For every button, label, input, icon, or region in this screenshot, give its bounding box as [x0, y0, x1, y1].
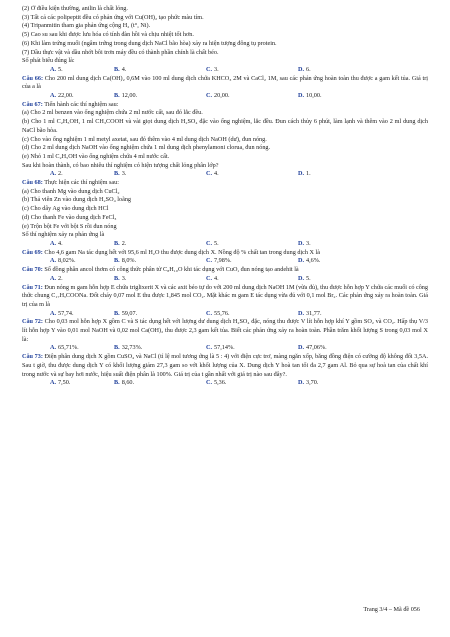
answer-options [22, 275, 428, 284]
answer-options [22, 310, 428, 319]
page-footer: Trang 3/4 – Mã đề 056 [363, 606, 420, 613]
statement-line: (7) Dầu thực vật và dầu nhớt bôi trơn máy đều có thành phần chính là chất béo. [22, 48, 219, 56]
question-text: Số đồng phân ancol thơm có công thức phân tử C₈H₁₀O khi tác dụng với CuO, đun nóng tạo andehit là [44, 266, 299, 274]
option-a[interactable]: A. 8,02%. [50, 257, 76, 265]
experiment-line: (a) Cho 2 ml benzen vào ống nghiệm chứa 2 ml nước cất, sau đó lắc đều. [22, 109, 203, 117]
option-a[interactable]: A. 65,71%. [50, 344, 79, 352]
question-number: Câu 70: [22, 266, 43, 274]
question-70 [22, 266, 428, 283]
experiment-line: (b) Cho 1 ml C₂H₅OH, 1 ml CH₃COOH và vài giọt dung dịch H₂SO₄ đặc vào ống nghiệm, lắc đều. Đun cách thủy 6 phút, làm lạnh và thêm vào 2 ml dung dịch NaCl bão hòa. [22, 118, 428, 134]
option-b[interactable]: B. 4. [114, 65, 127, 73]
question-number: Câu 73: [22, 353, 43, 361]
experiment-line: (e) Nhỏ 1 ml C₂H₅OH vào ống nghiệm chứa 4 ml nước cất. [22, 152, 170, 160]
option-a[interactable]: A. 57,74. [50, 309, 74, 317]
answer-options [22, 240, 428, 249]
option-d[interactable]: D. 4,6%. [298, 257, 321, 265]
option-c[interactable]: C. 4. [206, 274, 219, 282]
option-b[interactable]: B. 32,73%. [114, 344, 143, 352]
option-b[interactable]: B. 59,07. [114, 309, 138, 317]
question-number: Câu 71: [22, 283, 43, 291]
option-b[interactable]: B. 2. [114, 239, 127, 247]
statement-line: (2) Ở điều kiện thường, anilin là chất lỏng. [22, 5, 128, 12]
option-c[interactable]: C. 4. [206, 170, 219, 178]
experiment-line: (a) Cho thanh Mg vào dung dịch CuCl₂ [22, 187, 120, 195]
option-d[interactable]: D. 10,00. [298, 92, 322, 100]
question-number: Câu 68: [22, 179, 43, 187]
option-a[interactable]: A. 2. [50, 274, 63, 282]
answer-options [22, 379, 428, 388]
option-c[interactable]: C. 55,76. [206, 309, 230, 317]
statement-line: (5) Cao su sau khi được lưu hóa có tính đàn hồi và chịu nhiệt tốt hơn. [22, 31, 194, 39]
option-c[interactable]: C. 20,00. [206, 92, 230, 100]
answer-options [22, 257, 428, 266]
option-d[interactable]: D. 5. [298, 274, 311, 282]
question-72 [22, 318, 428, 353]
option-c[interactable]: C. 5. [206, 239, 219, 247]
question-number: Câu 66: [22, 74, 44, 82]
question-text: Cho 200 ml dung dịch Ca(OH)₂ 0,6M vào 100 ml dung dịch chứa KHCO₃ 2M và CaCl₂ 1M, sau các phản ứng hoàn toàn thu được a gam kết tủa. Giá trị của a là [22, 74, 429, 91]
question-prompt: Sau khi hoàn thành, có bao nhiêu thí nghiệm có hiện tượng chất lỏng phân lớp? [22, 161, 219, 169]
question-number: Câu 72: [22, 318, 43, 326]
exam-page [22, 5, 428, 388]
question-number: Câu 67: [22, 100, 43, 108]
answer-options [22, 92, 428, 101]
question-67 [22, 101, 428, 179]
question-71 [22, 284, 428, 319]
question-number: Câu 69: [22, 248, 43, 256]
question-text: Tiến hành các thí nghiệm sau: [44, 100, 119, 108]
question-73 [22, 353, 428, 388]
option-d[interactable]: D. 3. [298, 239, 311, 247]
question-text: Cho 0,03 mol hỗn hợp X gồm C và S tác dụng hết với lượng dư dung dịch H₂SO₄ đặc, nóng thu được V lít hỗn hợp khí Y gồm SO₂ và CO₂. Hấp thụ V/3 lít hỗn hợp Y vào 0,01 mol NaOH và 0,02 mol Ca(OH)₂ thu được 2,3 gam kết tủa. Biết các phản ứng xảy ra hoàn toàn. Phần trăm khối lượng S trong 0,03 mol X là: [22, 318, 428, 343]
statement-line: (4) Tripanmitin tham gia phản ứng cộng H₂ (t°, Ni). [22, 22, 151, 30]
question-text: Thực hiện các thí nghiệm sau: [44, 179, 119, 187]
option-d[interactable]: D. 47,06%. [298, 344, 327, 352]
statement-block [22, 5, 428, 66]
experiment-line: (c) Cho dây Ag vào dung dịch HCl [22, 205, 109, 213]
option-c[interactable]: C. 7,98%. [206, 257, 232, 265]
experiment-line: (e) Trộn bột Fe với bột S rồi đun nóng [22, 222, 117, 230]
option-d[interactable]: D. 1. [298, 170, 311, 178]
option-d[interactable]: D. 3,70. [298, 379, 319, 387]
question-prompt: Số thí nghiệm xảy ra phản ứng là [22, 231, 105, 239]
option-a[interactable]: A. 7,50. [50, 379, 71, 387]
experiment-line: (d) Cho 2 ml dung dịch NaOH vào ống nghiệm chứa 1 ml dung dịch phenylamoni clorua, đun nóng. [22, 144, 271, 152]
question-prompt: Số phát biểu đúng là: [22, 57, 75, 65]
statement-line: (3) Tất cả các polipeptit đều có phản ứng với Cu(OH)₂ tạo phức màu tím. [22, 13, 204, 21]
option-a[interactable]: A. 4. [50, 239, 63, 247]
option-d[interactable]: D. 6. [298, 65, 311, 73]
question-text: Cho 4,6 gam Na tác dụng hết với 95,6 ml H₂O thu được dung dịch X. Nồng độ % chất tan trong dung dịch X là [44, 248, 321, 256]
option-b[interactable]: B. 8,0%. [114, 257, 137, 265]
question-text: Điện phân dung dịch X gồm CuSO₄ và NaCl (tỉ lệ mol tương ứng là 5 : 4) với điện cực trơ, màng ngăn xốp, băng đồng điện có cường độ không đổi 3,5A. Sau t giờ, thu được dung dịch Y có khối lượng giảm 27,3 gam so với khối lượng của X. Dung dịch Y hoà tan tối đa 2,7 gam Al. Bỏ qua sự hoà tan của chất khí trong nước và sự bay hơi nước, hiệu suất điện phân là 100%. Giá trị của t gần nhất với giá trị nào sau đây?. [22, 353, 428, 378]
option-b[interactable]: B. 3. [114, 274, 127, 282]
option-c[interactable]: C. 57,14%. [206, 344, 235, 352]
option-c[interactable]: C. 3. [206, 65, 219, 73]
option-a[interactable]: A. 22,00. [50, 92, 74, 100]
option-b[interactable]: B. 12,00. [114, 92, 138, 100]
statement-line: (6) Khi làm trứng muối (ngâm trứng trong dung dịch NaCl bão hòa) xảy ra hiện tượng đông tụ protein. [22, 39, 277, 47]
option-b[interactable]: B. 8,60. [114, 379, 135, 387]
option-a[interactable]: A. 2. [50, 170, 63, 178]
question-text: Đun nóng m gam hỗn hợp E chứa triglixerit X và các axit béo tự do với 200 ml dung dịch NaOH 1M (vừa đủ), thu được hỗn hợp Y chứa các muối có công thức chung C₁₇HₓCOONa. Đốt cháy 0,07 mol E thu được 1,845 mol CO₂. Mặt khác m gam E tác dụng vừa đủ với 0,1 mol Br₂. Các phản ứng xảy ra hoàn toàn. Giá trị của m là [22, 283, 428, 308]
experiment-line: (d) Cho thanh Fe vào dung dịch FeCl₃ [22, 213, 117, 221]
question-68 [22, 179, 428, 249]
answer-options [22, 66, 428, 75]
question-69 [22, 249, 428, 266]
experiment-line: (c) Cho vào ống nghiệm 1 ml metyl axetat, sau đó thêm vào 4 ml dung dịch NaOH (dư), đun nóng. [22, 135, 267, 143]
experiment-line: (b) Thả viên Zn vào dung dịch H₂SO₄ loãng [22, 196, 132, 204]
option-d[interactable]: D. 31,77. [298, 309, 322, 317]
question-66 [22, 75, 428, 101]
option-b[interactable]: B. 3. [114, 170, 127, 178]
answer-options [22, 170, 428, 179]
answer-options [22, 344, 428, 353]
option-a[interactable]: A. 5. [50, 65, 63, 73]
option-c[interactable]: C. 5,36. [206, 379, 227, 387]
